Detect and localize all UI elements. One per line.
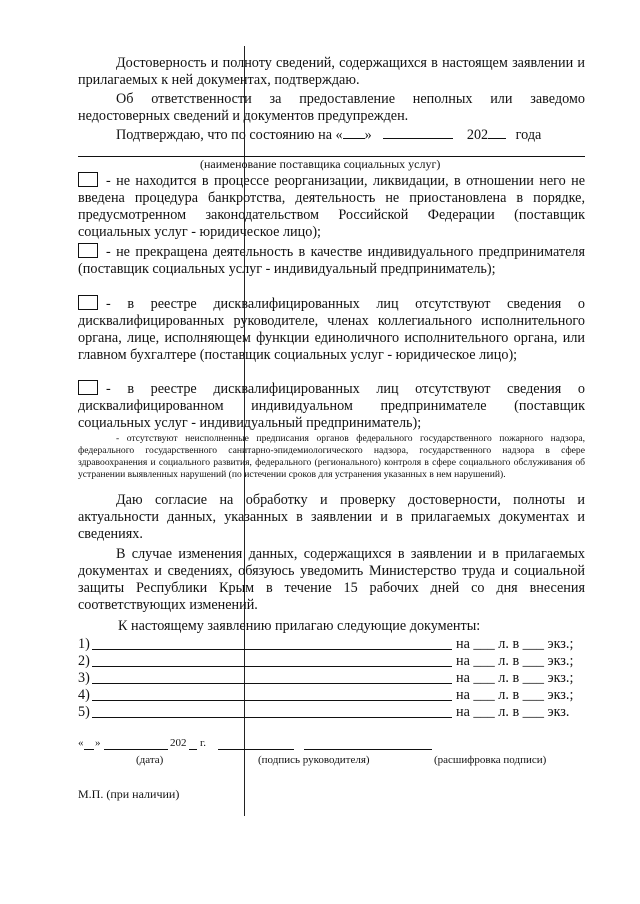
- attachment-number: 5): [78, 704, 90, 720]
- attachment-row: [78, 636, 585, 653]
- attachment-number: 2): [78, 653, 90, 669]
- attachment-name-line[interactable]: [92, 649, 452, 650]
- attachment-number: 3): [78, 670, 90, 686]
- attachment-row: [78, 704, 585, 721]
- signature-block: [78, 737, 585, 777]
- attachment-row: [78, 687, 585, 704]
- attachment-row: [78, 653, 585, 670]
- date-day-blank[interactable]: [84, 737, 94, 750]
- checkbox-item-1: [78, 172, 585, 241]
- attachment-pages-copies: на ___ л. в ___ экз.;: [456, 687, 574, 703]
- checkbox-2-text: - не прекращена деятельность в качестве индивидуального предпринимателя (поставщик социальных услуг - индивидуальный предприниматель);: [78, 244, 585, 277]
- paragraph-as-of-date: [78, 127, 585, 144]
- attachment-pages-copies: на ___ л. в ___ экз.;: [456, 670, 574, 686]
- attachment-number: 4): [78, 687, 90, 703]
- checkbox-3-text: - в реестре дисквалифицированных лиц отсутствуют сведения о дисквалифицированных руководителе, членах коллегиального исполнительного органа, лице, исполняющем функции единоличного исполнительного органа, или главном бухгалтере (поставщик социальных услуг - юридическое лицо);: [78, 296, 585, 363]
- attachment-pages-copies: на ___ л. в ___ экз.;: [456, 653, 574, 669]
- checkbox-4-text: - в реестре дисквалифицированных лиц отсутствуют сведения о дисквалифицированном индивидуальном предпринимателе (поставщик социальных услуг - индивидуальный предприниматель);: [78, 381, 585, 431]
- quote-close: »: [364, 127, 372, 143]
- date-year-blank[interactable]: [189, 737, 197, 750]
- year-prefix: 202: [466, 127, 489, 143]
- attachment-name-line[interactable]: [92, 700, 452, 701]
- paragraph-responsibility: Об ответственности за предоставление неполных или заведомо недостоверных сведений и документов предупрежден.: [78, 91, 585, 124]
- day-blank[interactable]: [343, 138, 365, 139]
- date-year-suffix: г.: [200, 737, 207, 749]
- attachment-number: 1): [78, 636, 90, 652]
- checkbox-1[interactable]: [78, 172, 98, 187]
- attachment-name-line[interactable]: [92, 683, 452, 684]
- checkbox-1-text: - не находится в процессе реорганизации, ликвидации, в отношении него не введена процедура банкротства, деятельность не приостановлена в порядке, предусмотренном законодательством Российской Федерации (поставщик социальных услуг - юридическое лицо);: [78, 173, 585, 240]
- decode-blank[interactable]: [304, 737, 432, 750]
- year-word: года: [515, 127, 542, 143]
- date-quote-close: »: [95, 737, 101, 749]
- attachment-pages-copies: на ___ л. в ___ экз.: [456, 704, 570, 720]
- paragraph-confirm-accuracy: Достоверность и полноту сведений, содержащихся в настоящем заявлении и прилагаемых к ней документах, подтверждаю.: [78, 55, 585, 88]
- attachment-name-line[interactable]: [92, 666, 452, 667]
- attachment-row: [78, 670, 585, 687]
- supplier-name-caption: (наименование поставщика социальных услуг): [200, 157, 441, 171]
- paragraph-consent: Даю согласие на обработку и проверку достоверности, полноты и актуальности данных, указанных в заявлении и в прилагаемых документах и сведениях.: [78, 492, 585, 542]
- checkbox-4[interactable]: [78, 380, 98, 395]
- year-blank[interactable]: [488, 138, 506, 139]
- attachment-name-line[interactable]: [92, 717, 452, 718]
- checkbox-2[interactable]: [78, 243, 98, 258]
- date-month-blank[interactable]: [104, 737, 168, 750]
- attachment-pages-copies: на ___ л. в ___ экз.;: [456, 636, 574, 652]
- checkbox-item-3: [78, 295, 585, 364]
- month-blank[interactable]: [383, 138, 453, 139]
- checkbox-3[interactable]: [78, 295, 98, 310]
- date-year-prefix: 202: [170, 737, 187, 749]
- checkbox-item-2: [78, 243, 585, 278]
- checkbox-item-4: [78, 380, 585, 432]
- decode-label: (расшифровка подписи): [434, 754, 547, 766]
- signature-blank[interactable]: [218, 737, 294, 750]
- stamp-placeholder: М.П. (при наличии): [78, 787, 180, 801]
- signature-label: (подпись руководителя): [258, 754, 370, 766]
- attachments-intro: К настоящему заявлению прилагаю следующие документы:: [118, 618, 481, 634]
- paragraph-change-notice: В случае изменения данных, содержащихся в заявлении и в прилагаемых документах и сведениях, обязуюсь уведомить Министерство труда и социальной защиты Республики Крым в течение 15 рабочих дней со дня внесения соответствующих изменений.: [78, 546, 585, 613]
- date-label: (дата): [136, 754, 164, 766]
- inspection-note: - отсутствуют неисполненные предписания органов федерального государственного пожарного надзора, федерального государственного санитарно-эпидемиологического надзора, государственного надзора в сфере здравоохранения и социального развития, федерального (регионального) контроля в сфере социального обслуживания об устранении выявленных нарушений (по истечении сроков для устранения указанных в нем нарушений).: [78, 433, 585, 480]
- as-of-text: Подтверждаю, что по состоянию на «: [116, 127, 343, 143]
- date-quote-open: «: [78, 737, 84, 749]
